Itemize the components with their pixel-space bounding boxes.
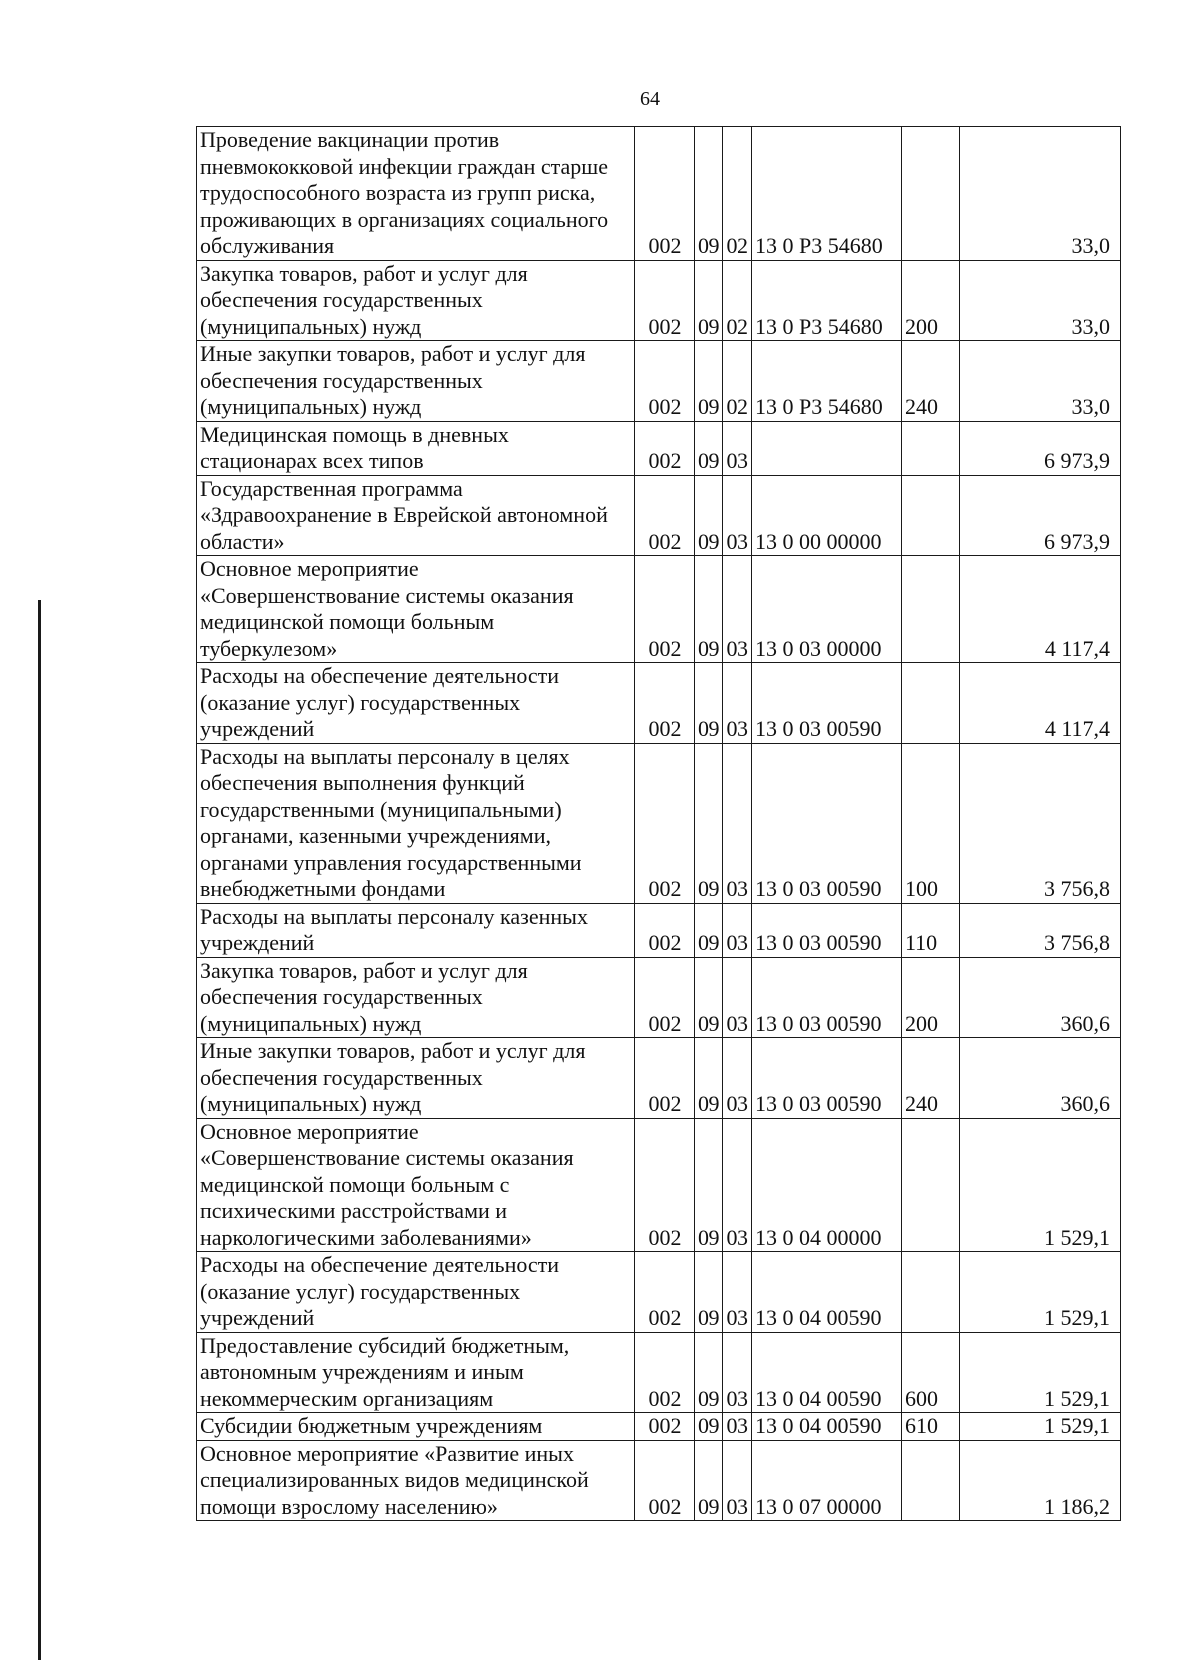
ved-code-cell: 002 bbox=[635, 260, 695, 341]
expense-type-cell bbox=[902, 421, 960, 475]
section-code-cell: 09 bbox=[695, 556, 723, 663]
amount-cell: 6 973,9 bbox=[960, 421, 1121, 475]
ved-code-cell: 002 bbox=[635, 1440, 695, 1521]
section-code-cell: 09 bbox=[695, 1118, 723, 1252]
table-row bbox=[197, 475, 1121, 556]
expense-type-cell: 240 bbox=[902, 1038, 960, 1119]
description-line: Субсидии бюджетным учреждениям bbox=[200, 1413, 543, 1438]
expense-type-cell: 240 bbox=[902, 341, 960, 422]
section-code-cell: 09 bbox=[695, 1413, 723, 1441]
amount-cell: 1 529,1 bbox=[960, 1332, 1121, 1413]
table-row bbox=[197, 743, 1121, 903]
target-article-cell: 13 0 04 00590 bbox=[752, 1413, 902, 1441]
table-row bbox=[197, 903, 1121, 957]
ved-code-cell: 002 bbox=[635, 903, 695, 957]
subsection-code-cell: 03 bbox=[723, 743, 752, 903]
table-row bbox=[197, 1038, 1121, 1119]
expense-type-cell bbox=[902, 1440, 960, 1521]
description-cell bbox=[197, 556, 635, 663]
amount-cell: 6 973,9 bbox=[960, 475, 1121, 556]
description-line: обеспечения государственных bbox=[200, 287, 483, 312]
ved-code-cell: 002 bbox=[635, 341, 695, 422]
description-line: Медицинская помощь в дневных bbox=[200, 421, 509, 447]
amount-cell: 4 117,4 bbox=[960, 556, 1121, 663]
description-line: учреждений bbox=[200, 1305, 315, 1330]
section-code-cell: 09 bbox=[695, 1252, 723, 1333]
table-row bbox=[197, 341, 1121, 422]
target-article-cell: 13 0 Р3 54680 bbox=[752, 127, 902, 261]
description-line: обеспечения государственных bbox=[200, 1064, 483, 1090]
target-article-cell: 13 0 04 00590 bbox=[752, 1332, 902, 1413]
description-cell bbox=[197, 341, 635, 422]
subsection-code-cell: 03 bbox=[723, 1252, 752, 1333]
description-line: наркологическими заболеваниями» bbox=[200, 1224, 532, 1250]
table-row bbox=[197, 1252, 1121, 1333]
table-row bbox=[197, 663, 1121, 744]
target-article-cell bbox=[752, 421, 902, 475]
section-code-cell: 09 bbox=[695, 957, 723, 1038]
subsection-code-cell: 02 bbox=[723, 260, 752, 341]
table-row bbox=[197, 127, 1121, 261]
description-line: органами, казенными учреждениями, bbox=[200, 823, 551, 848]
target-article-cell: 13 0 03 00590 bbox=[752, 743, 902, 903]
description-line: медицинской помощи больным с bbox=[200, 1171, 510, 1197]
subsection-code-cell: 03 bbox=[723, 1413, 752, 1441]
description-line: «Совершенствование системы оказания bbox=[200, 1145, 574, 1170]
expense-type-cell: 200 bbox=[902, 957, 960, 1038]
section-code-cell: 09 bbox=[695, 1038, 723, 1119]
expense-type-cell bbox=[902, 127, 960, 261]
description-line: Иные закупки товаров, работ и услуг для bbox=[200, 341, 586, 366]
description-cell bbox=[197, 1413, 635, 1441]
amount-cell: 1 529,1 bbox=[960, 1118, 1121, 1252]
binding-edge-line bbox=[38, 600, 41, 1660]
description-line: помощи взрослому населению» bbox=[200, 1493, 498, 1519]
subsection-code-cell: 03 bbox=[723, 1038, 752, 1119]
description-line: (оказание услуг) государственных bbox=[200, 689, 521, 715]
target-article-cell: 13 0 03 00590 bbox=[752, 663, 902, 744]
description-cell bbox=[197, 1038, 635, 1119]
subsection-code-cell: 03 bbox=[723, 475, 752, 556]
description-line: стационарах всех типов bbox=[200, 448, 424, 473]
description-line: Закупка товаров, работ и услуг для bbox=[200, 957, 528, 983]
amount-cell: 360,6 bbox=[960, 957, 1121, 1038]
table-row bbox=[197, 1118, 1121, 1252]
subsection-code-cell: 03 bbox=[723, 1118, 752, 1252]
section-code-cell: 09 bbox=[695, 663, 723, 744]
description-cell bbox=[197, 260, 635, 341]
amount-cell: 1 186,2 bbox=[960, 1440, 1121, 1521]
subsection-code-cell: 02 bbox=[723, 127, 752, 261]
ved-code-cell: 002 bbox=[635, 1332, 695, 1413]
subsection-code-cell: 03 bbox=[723, 421, 752, 475]
description-cell bbox=[197, 127, 635, 261]
section-code-cell: 09 bbox=[695, 341, 723, 422]
target-article-cell: 13 0 03 00000 bbox=[752, 556, 902, 663]
description-line: автономным учреждениям и иным bbox=[200, 1359, 524, 1384]
amount-cell: 360,6 bbox=[960, 1038, 1121, 1119]
amount-cell: 33,0 bbox=[960, 260, 1121, 341]
description-line: (муниципальных) нужд bbox=[200, 313, 422, 339]
description-line: Расходы на обеспечение деятельности bbox=[200, 663, 560, 688]
description-line: «Совершенствование системы оказания bbox=[200, 582, 574, 608]
target-article-cell: 13 0 Р3 54680 bbox=[752, 260, 902, 341]
section-code-cell: 09 bbox=[695, 1332, 723, 1413]
description-line: специализированных видов медицинской bbox=[200, 1467, 589, 1492]
expense-type-cell bbox=[902, 475, 960, 556]
section-code-cell: 09 bbox=[695, 903, 723, 957]
table-row bbox=[197, 421, 1121, 475]
amount-cell: 33,0 bbox=[960, 341, 1121, 422]
description-cell bbox=[197, 421, 635, 475]
ved-code-cell: 002 bbox=[635, 957, 695, 1038]
section-code-cell: 09 bbox=[695, 1440, 723, 1521]
subsection-code-cell: 03 bbox=[723, 1440, 752, 1521]
ved-code-cell: 002 bbox=[635, 127, 695, 261]
description-line: области» bbox=[200, 528, 285, 554]
description-line: пневмококковой инфекции граждан старше bbox=[200, 153, 608, 179]
description-cell bbox=[197, 903, 635, 957]
target-article-cell: 13 0 03 00590 bbox=[752, 957, 902, 1038]
expense-type-cell: 600 bbox=[902, 1332, 960, 1413]
description-line: (муниципальных) нужд bbox=[200, 1010, 422, 1036]
ved-code-cell: 002 bbox=[635, 1413, 695, 1441]
amount-cell: 3 756,8 bbox=[960, 903, 1121, 957]
description-line: Проведение вакцинации против bbox=[200, 127, 500, 152]
subsection-code-cell: 02 bbox=[723, 341, 752, 422]
page-number: 64 bbox=[640, 88, 660, 110]
description-cell bbox=[197, 1440, 635, 1521]
table-row bbox=[197, 1413, 1121, 1441]
description-cell bbox=[197, 663, 635, 744]
table-row bbox=[197, 957, 1121, 1038]
table-row bbox=[197, 1440, 1121, 1521]
ved-code-cell: 002 bbox=[635, 1252, 695, 1333]
description-line: Иные закупки товаров, работ и услуг для bbox=[200, 1038, 586, 1063]
description-line: обслуживания bbox=[200, 233, 335, 258]
ved-code-cell: 002 bbox=[635, 1038, 695, 1119]
description-cell bbox=[197, 743, 635, 903]
target-article-cell: 13 0 04 00000 bbox=[752, 1118, 902, 1252]
expense-type-cell bbox=[902, 1252, 960, 1333]
description-line: (оказание услуг) государственных bbox=[200, 1278, 521, 1304]
description-line: Расходы на обеспечение деятельности bbox=[200, 1252, 560, 1277]
description-line: Предоставление субсидий бюджетным, bbox=[200, 1332, 570, 1358]
description-line: Основное мероприятие bbox=[200, 1118, 419, 1144]
target-article-cell: 13 0 03 00590 bbox=[752, 1038, 902, 1119]
target-article-cell: 13 0 00 00000 bbox=[752, 475, 902, 556]
amount-cell: 1 529,1 bbox=[960, 1252, 1121, 1333]
description-line: медицинской помощи больным bbox=[200, 609, 495, 634]
section-code-cell: 09 bbox=[695, 475, 723, 556]
description-line: обеспечения выполнения функций bbox=[200, 770, 525, 795]
ved-code-cell: 002 bbox=[635, 663, 695, 744]
description-line: (муниципальных) нужд bbox=[200, 1091, 422, 1116]
amount-cell: 4 117,4 bbox=[960, 663, 1121, 744]
amount-cell: 3 756,8 bbox=[960, 743, 1121, 903]
description-line: Государственная программа bbox=[200, 475, 463, 501]
ved-code-cell: 002 bbox=[635, 1118, 695, 1252]
subsection-code-cell: 03 bbox=[723, 957, 752, 1038]
expense-type-cell bbox=[902, 556, 960, 663]
description-cell bbox=[197, 957, 635, 1038]
target-article-cell: 13 0 Р3 54680 bbox=[752, 341, 902, 422]
description-line: трудоспособного возраста из групп риска, bbox=[200, 180, 596, 205]
budget-table bbox=[196, 126, 1121, 1521]
description-line: учреждений bbox=[200, 930, 315, 955]
description-line: Расходы на выплаты персоналу в целях bbox=[200, 743, 570, 769]
target-article-cell: 13 0 03 00590 bbox=[752, 903, 902, 957]
ved-code-cell: 002 bbox=[635, 421, 695, 475]
target-article-cell: 13 0 07 00000 bbox=[752, 1440, 902, 1521]
description-line: внебюджетными фондами bbox=[200, 876, 446, 901]
description-line: проживающих в организациях социального bbox=[200, 206, 609, 232]
description-line: Расходы на выплаты персоналу казенных bbox=[200, 903, 588, 929]
subsection-code-cell: 03 bbox=[723, 556, 752, 663]
amount-cell: 1 529,1 bbox=[960, 1413, 1121, 1441]
expense-type-cell: 110 bbox=[902, 903, 960, 957]
expense-type-cell bbox=[902, 663, 960, 744]
description-line: государственными (муниципальными) bbox=[200, 796, 562, 822]
description-line: Основное мероприятие «Развитие иных bbox=[200, 1440, 574, 1466]
description-line: органами управления государственными bbox=[200, 849, 582, 875]
description-line: обеспечения государственных bbox=[200, 984, 483, 1009]
description-cell bbox=[197, 1332, 635, 1413]
description-line: обеспечения государственных bbox=[200, 367, 483, 393]
subsection-code-cell: 03 bbox=[723, 903, 752, 957]
description-line: Закупка товаров, работ и услуг для bbox=[200, 260, 528, 286]
subsection-code-cell: 03 bbox=[723, 1332, 752, 1413]
table-row bbox=[197, 556, 1121, 663]
section-code-cell: 09 bbox=[695, 743, 723, 903]
table-row bbox=[197, 1332, 1121, 1413]
description-line: некоммерческим организациям bbox=[200, 1385, 494, 1411]
ved-code-cell: 002 bbox=[635, 556, 695, 663]
target-article-cell: 13 0 04 00590 bbox=[752, 1252, 902, 1333]
description-line: психическими расстройствами и bbox=[200, 1198, 508, 1223]
description-cell bbox=[197, 1118, 635, 1252]
section-code-cell: 09 bbox=[695, 260, 723, 341]
description-cell bbox=[197, 475, 635, 556]
section-code-cell: 09 bbox=[695, 127, 723, 261]
description-line: «Здравоохранение в Еврейской автономной bbox=[200, 502, 608, 527]
expense-type-cell: 610 bbox=[902, 1413, 960, 1441]
section-code-cell: 09 bbox=[695, 421, 723, 475]
ved-code-cell: 002 bbox=[635, 475, 695, 556]
description-line: учреждений bbox=[200, 716, 315, 741]
description-cell bbox=[197, 1252, 635, 1333]
budget-table-body bbox=[197, 127, 1121, 1521]
subsection-code-cell: 03 bbox=[723, 663, 752, 744]
expense-type-cell bbox=[902, 1118, 960, 1252]
table-row bbox=[197, 260, 1121, 341]
description-line: туберкулезом» bbox=[200, 635, 338, 661]
amount-cell: 33,0 bbox=[960, 127, 1121, 261]
expense-type-cell: 100 bbox=[902, 743, 960, 903]
description-line: (муниципальных) нужд bbox=[200, 394, 422, 419]
expense-type-cell: 200 bbox=[902, 260, 960, 341]
description-line: Основное мероприятие bbox=[200, 556, 419, 581]
ved-code-cell: 002 bbox=[635, 743, 695, 903]
